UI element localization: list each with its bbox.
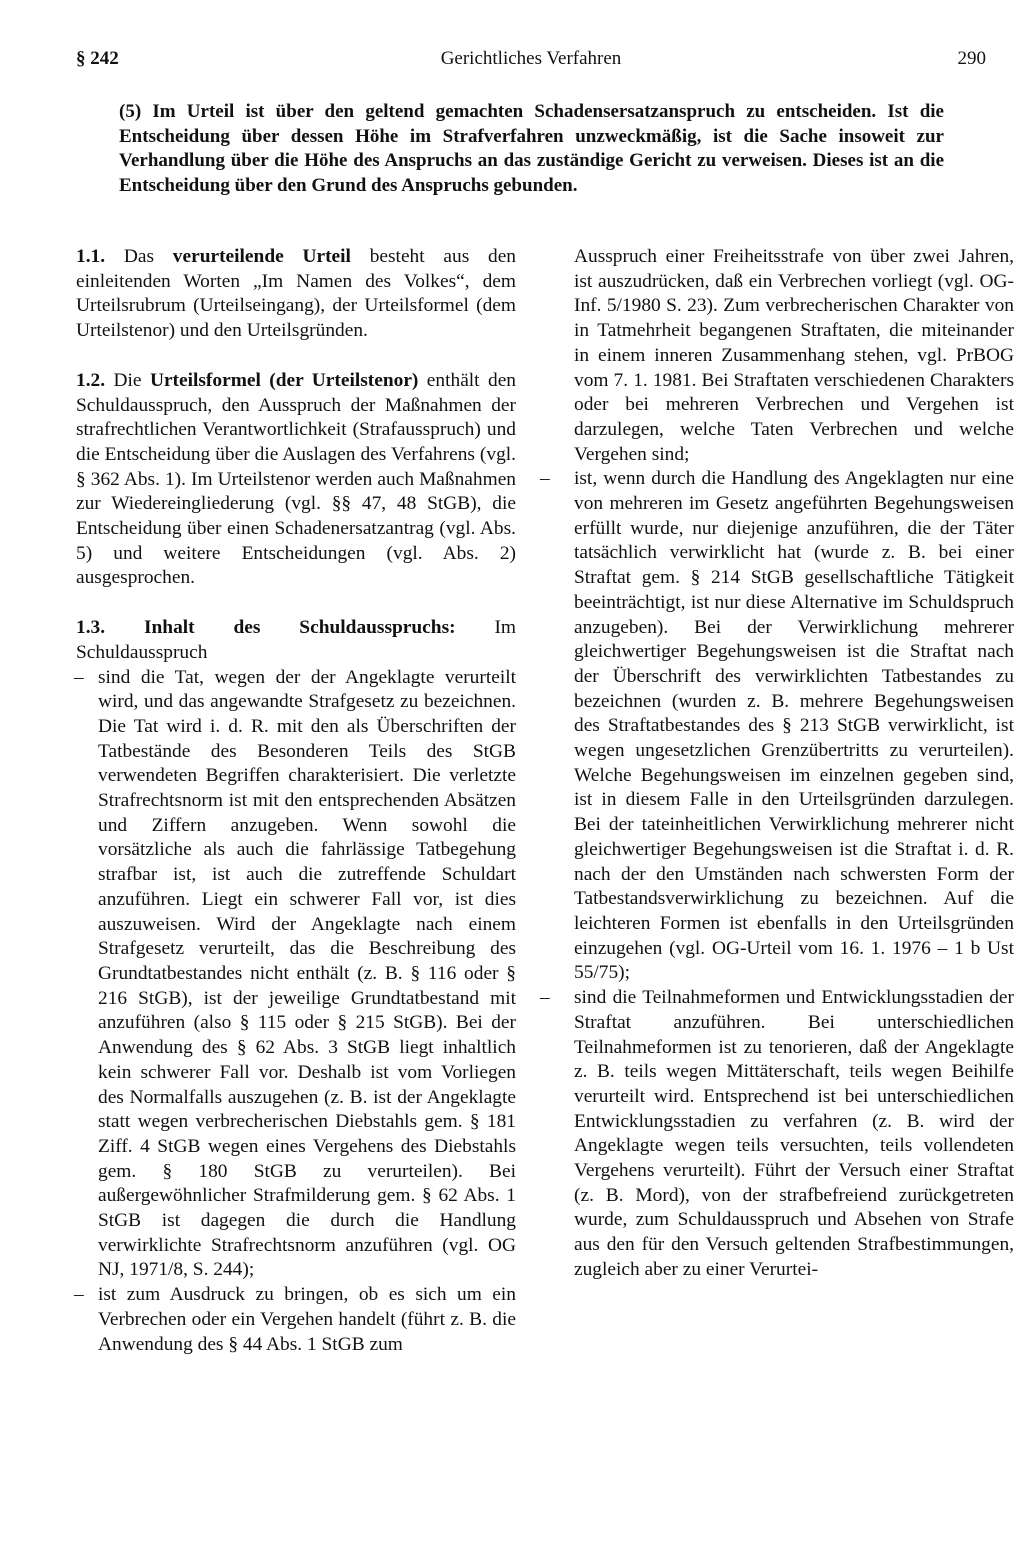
dash-bullet: – xyxy=(74,666,84,688)
bold-term: Urteilsformel (der Urteilstenor) xyxy=(149,369,419,391)
right-column xyxy=(540,245,1014,1283)
paragraph-number: 1.2. xyxy=(76,369,106,391)
text: Im Schuldausspruch xyxy=(76,617,517,663)
paragraph-1-3 xyxy=(76,616,516,665)
paragraph-number: 1.3. xyxy=(76,617,106,639)
text: Das xyxy=(105,246,173,267)
running-title: Gerichtliches Verfahren xyxy=(440,48,622,69)
text: besteht aus den einleitenden Worten „Im Namen des Volkes“, dem Urteilsrubrum (Urteilseingang), der Urteilsformel (dem Urteilstenor) und den Urteilsgründen. xyxy=(76,246,517,342)
dash-bullet: – xyxy=(540,468,550,490)
text: enthält den Schuldausspruch, den Ausspruch der Maßnahmen der strafrechtlichen Verantwortlichkeit (Strafausspruch) und die Entscheidung über die Auslagen des Verfahrens (vgl. § 362 Abs. 1). Im Urteilstenor werden auch Maßnahmen zur Wiedereingliederung (vgl. §§ 47, 48 StGB), die Entscheidung über einen Schadenersatzantrag (vgl. Abs. 5) und weitere Entscheidungen (vgl. Abs. 2) ausgesprochen. xyxy=(76,369,516,589)
dash-bullet: – xyxy=(540,987,550,1009)
list-item-text: sind die Teilnahmeformen und Entwicklungsstadien der Straftat anzuführen. Bei unterschiedlichen Teilnahmeformen ist zu tenorieren, daß der Angeklagte z. B. teils wegen Mittäterschaft, teils wegen Beihilfe verurteilt wird. Entsprechend ist bei unterschiedlichen Entwicklungsstadien zu verfahren (z. B. wird der Angeklagte wegen teils versuchten, teils vollendeten Vergehens verurteilt). Führt der Versuch einer Straftat (z. B. Mord), von der strafbefreiend zurückgetreten wurde, zum Schuldausspruch und Absehen von Strafe aus den für den Versuch geltenden Strafbestimmungen, zugleich aber zu einer Verurtei- xyxy=(574,987,1014,1280)
paragraph-1-2 xyxy=(76,369,516,591)
list-item-text: ist zum Ausdruck zu bringen, ob es sich um ein Verbrechen oder ein Vergehen handelt (führt z. B. die Anwendung des § 44 Abs. 1 StGB zum xyxy=(98,1284,516,1355)
list-item-text: ist, wenn durch die Handlung des Angeklagten nur eine von mehreren im Gesetz angeführten Begehungsweisen erfüllt wurde, nur diejenige anzuführen, die der Täter tatsächlich verwirklicht hat (wurde z. B. bei einer Straftat gem. § 214 StGB gesellschaftliche Tätigkeit beeinträchtigt, ist nur diese Alternative im Schuldspruch anzugeben). Bei der Verwirklichung mehrerer gleichwertiger Begehungsweisen ist die Straftat nach der Überschrift des verwirklichten Tatbestandes zu bezeichnen (wurden z. B. mehrere Begehungsweisen des Straftatbestandes des § 213 StGB verwirklicht, ist wegen ungesetzlichen Grenzübertritts zu verurteilen). Welche Begehungsweisen im einzelnen gegeben sind, ist in diesem Falle in den Urteilsgründen darzulegen. Bei der tateinheitlichen Verwirklichung mehrerer nicht gleichwertiger Begehungsweisen ist die Straftat i. d. R. nach der den Umständen nach schwersten Form der Tatbestandsverwirklichung zu bezeichnen. Auf die leichteren Formen ist ebenfalls in den Urteilsgründen einzugehen (vgl. OG-Urteil vom 16. 1. 1976 – 1 b Ust 55/75); xyxy=(574,468,1014,984)
section-number: § 242 xyxy=(76,48,119,69)
list-item xyxy=(76,1283,516,1357)
list-item xyxy=(540,986,1014,1282)
left-column xyxy=(76,245,516,1357)
list-item xyxy=(540,467,1014,986)
bold-term: Inhalt des Schuldausspruchs: xyxy=(105,617,456,639)
list-item-text: sind die Tat, wegen der der Angeklagte verurteilt wird, und das angewandte Strafgesetz zu bezeichnen. Die Tat wird i. d. R. mit den als Überschriften der Tatbestände des Besonderen Teils des StGB verwendeten Begriffen charakterisiert. Die verletzte Strafrechtsnorm ist mit den entsprechenden Absätzen und Ziffern anzugeben. Wenn sowohl die vorsätzliche als auch die fahrlässige Tatbegehung strafbar ist, ist auch die zutreffende Schuldart anzuführen. Liegt ein schwerer Fall vor, ist dies auszuweisen. Wird der Angeklagte nach einem Strafgesetz verurteilt, das die Beschreibung des Grundtatbestandes nicht enthält (z. B. § 116 oder § 216 StGB), ist der jeweilige Grundtatbestand mit anzuführen (also § 115 oder § 215 StGB). Bei der Anwendung des § 62 Abs. 3 StGB liegt inhaltlich kein schwerer Fall vor. Deshalb ist vom Vorliegen des Normalfalls auszugehen (z. B. ist der Angeklagte statt wegen verbrecherischen Diebstahls gem. § 181 Ziff. 4 StGB wegen eines Vergehens des Diebstahls gem. § 180 StGB zu verurteilen). Bei außergewöhnlicher Strafmilderung gem. § 62 Abs. 1 StGB ist dagegen die durch die Handlung verwirklichte Strafrechtsnorm anzuführen (vgl. OG NJ, 1971/8, S. 244); xyxy=(98,666,516,1281)
page-header xyxy=(76,48,986,78)
text: Die xyxy=(105,369,150,391)
list-item xyxy=(76,666,516,1284)
paragraph-1-1 xyxy=(76,245,516,344)
dash-bullet: – xyxy=(74,1284,84,1306)
bold-term: verurteilende Urteil xyxy=(172,246,351,267)
list-item-continuation: Ausspruch einer Freiheitsstrafe von über zwei Jahren, ist auszudrücken, daß ein Verbrechen vorliegt (vgl. OG-Inf. 5/1980 S. 23). Zum verbrecherischen Charakter von in Tatmehrheit begangenen Straftaten, die miteinander in einem inneren Zusammenhang stehen, vgl. PrBOG vom 7. 1. 1981. Bei Straftaten verschiedenen Charakters oder bei mehreren Verbrechen und Vergehen ist darzulegen, welche Taten Verbrechen und welche Vergehen sind; xyxy=(574,246,1014,465)
paragraph-number: 1.1. xyxy=(76,246,106,267)
page-number: 290 xyxy=(957,48,986,69)
statute-provision-text: (5) Im Urteil ist über den geltend gemachten Schadensersatzanspruch zu entscheiden. Ist die Entscheidung über dessen Höhe im Strafverfahren unzweckmäßig, ist die Sache insoweit zur Verhandlung über die Höhe des Anspruchs an das zuständige Gericht zu verweisen. Dieses ist an die Entscheidung über den Grund des Anspruchs gebunden. xyxy=(119,101,944,196)
